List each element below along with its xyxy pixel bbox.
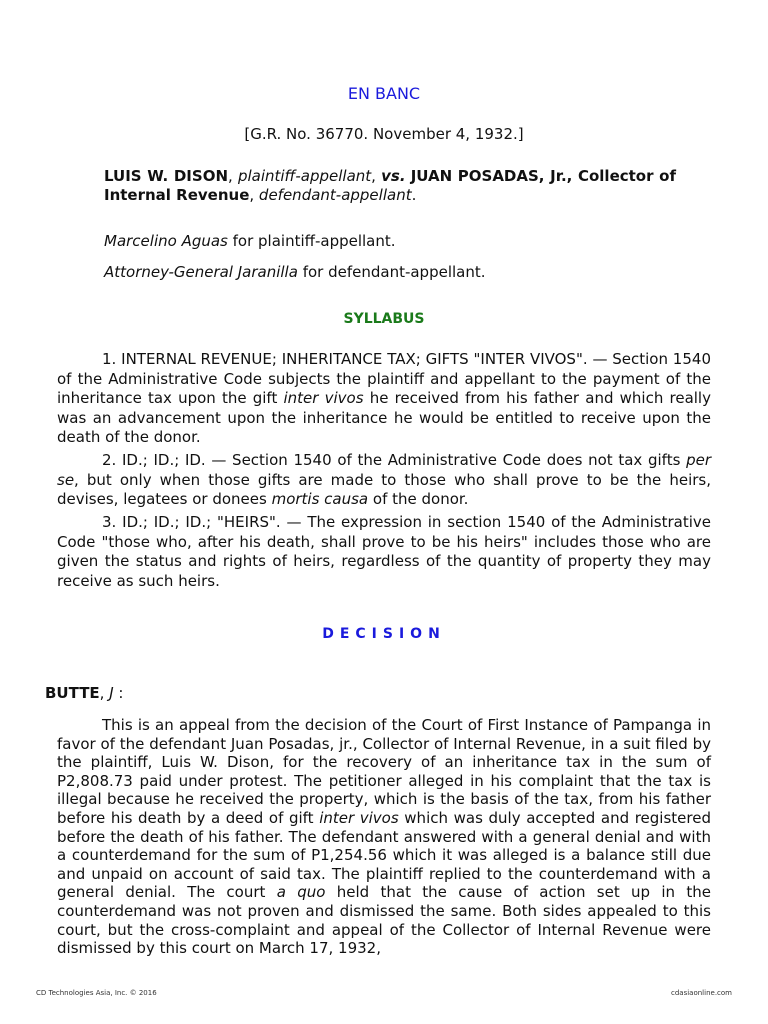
syllabus-text: of the donor. [368,490,469,508]
author-name: BUTTE [45,684,100,702]
syllabus-text: he received from his father and which really was an advancement upon the inheritance he would be entitled to receive upon the death of the donor. [57,389,711,446]
opinion-text: which was duly accepted and registered before the death of his father. The defendant answered with a general denial and with a counterdemand for the sum of P1,254.56 which it was alleged is a balance still due and unpaid on account of said tax. The plaintiff replied to the counterdemand with a general denial. The court [57,808,711,902]
syllabus-item [57,350,711,448]
syllabus-italic: per se [57,451,711,489]
separator: , [228,167,238,185]
counsel-role: for defendant-appellant. [297,263,486,281]
syllabus-text: INTERNAL REVENUE; INHERITANCE TAX; GIFTS "INTER VIVOS". — Section 1540 of the Administrative Code subjects the plaintiff and appellant to the payment of the inheritance tax upon the gift [57,350,711,407]
footer-copyright: CD Technologies Asia, Inc. © 2016 [36,989,157,997]
opinion-text: This is an appeal from the decision of the Court of First Instance of Pampanga in favor of the defendant Juan Posadas, jr., Collector of Internal Revenue, in a suit filed by the plaintiff, Luis W. Dison, for the recovery of an inheritance tax in the sum of P2,808.73 paid under protest. The petitioner alleged in his complaint that the tax is illegal because he received the property, which is the basis of the tax, from his father before his death by a deed of gift [57,716,711,827]
opinion-paragraph [57,716,711,958]
syllabus-italic: mortis causa [271,490,369,508]
counsel-name: Marcelino Aguas [104,232,228,250]
plaintiff-role: plaintiff-appellant [237,167,372,185]
opinion-text: held that the cause of action set up in the counterdemand was not proven and dismissed the same. Both sides appealed to this court, but the cross-complaint and appeal of the Collector of Internal Revenue were dismissed by this court on March 17, 1932, [57,883,711,958]
separator: , [99,684,110,702]
case-number: [G.R. No. 36770. November 4, 1932.] [244,125,524,143]
defendant-name: JUAN POSADAS, Jr., Collector of Internal Revenue [104,167,676,204]
separator: : [113,684,124,702]
counsel-defendant [104,263,486,282]
syllabus-number: 3. [102,513,117,531]
opinion-italic: inter vivos [319,808,399,827]
syllabus-heading: SYLLABUS [343,311,425,327]
separator: . [411,186,417,204]
versus: vs. [381,167,406,185]
plaintiff-name: LUIS W. DISON [104,167,228,185]
opinion-italic: a quo [276,883,326,902]
syllabus-number: 1. [102,350,117,368]
syllabus-number: 2. [102,451,117,469]
syllabus-text: ID.; ID.; ID. — Section 1540 of the Administrative Code does not tax gifts [122,451,687,469]
counsel-plaintiff [104,232,396,251]
separator: , [371,167,382,185]
ponente [45,684,123,702]
syllabus-text: ID.; ID.; ID.; "HEIRS". — The expression in section 1540 of the Administrative Code "those who, after his death, shall prove to be his heirs" includes those who are given the status and rights of heirs, regardless of the quantity of property they may receive as such heirs. [57,513,711,590]
author-title: J [109,684,114,702]
court-division: EN BANC [347,84,421,103]
counsel-name: Attorney-General Jaranilla [104,263,298,281]
syllabus-text: , but only when those gifts are made to those who shall prove to be the heirs, devises, legatees or donees [57,470,711,508]
syllabus-item [57,513,711,591]
decision-heading: DECISION [322,626,446,642]
case-parties [104,167,676,205]
syllabus-italic: inter vivos [283,389,364,407]
syllabus-item [57,451,711,510]
separator: , [249,186,259,204]
footer-site: cdasiaonline.com [671,989,732,997]
counsel-role: for plaintiff-appellant. [227,232,396,250]
defendant-role: defendant-appellant [258,186,412,204]
